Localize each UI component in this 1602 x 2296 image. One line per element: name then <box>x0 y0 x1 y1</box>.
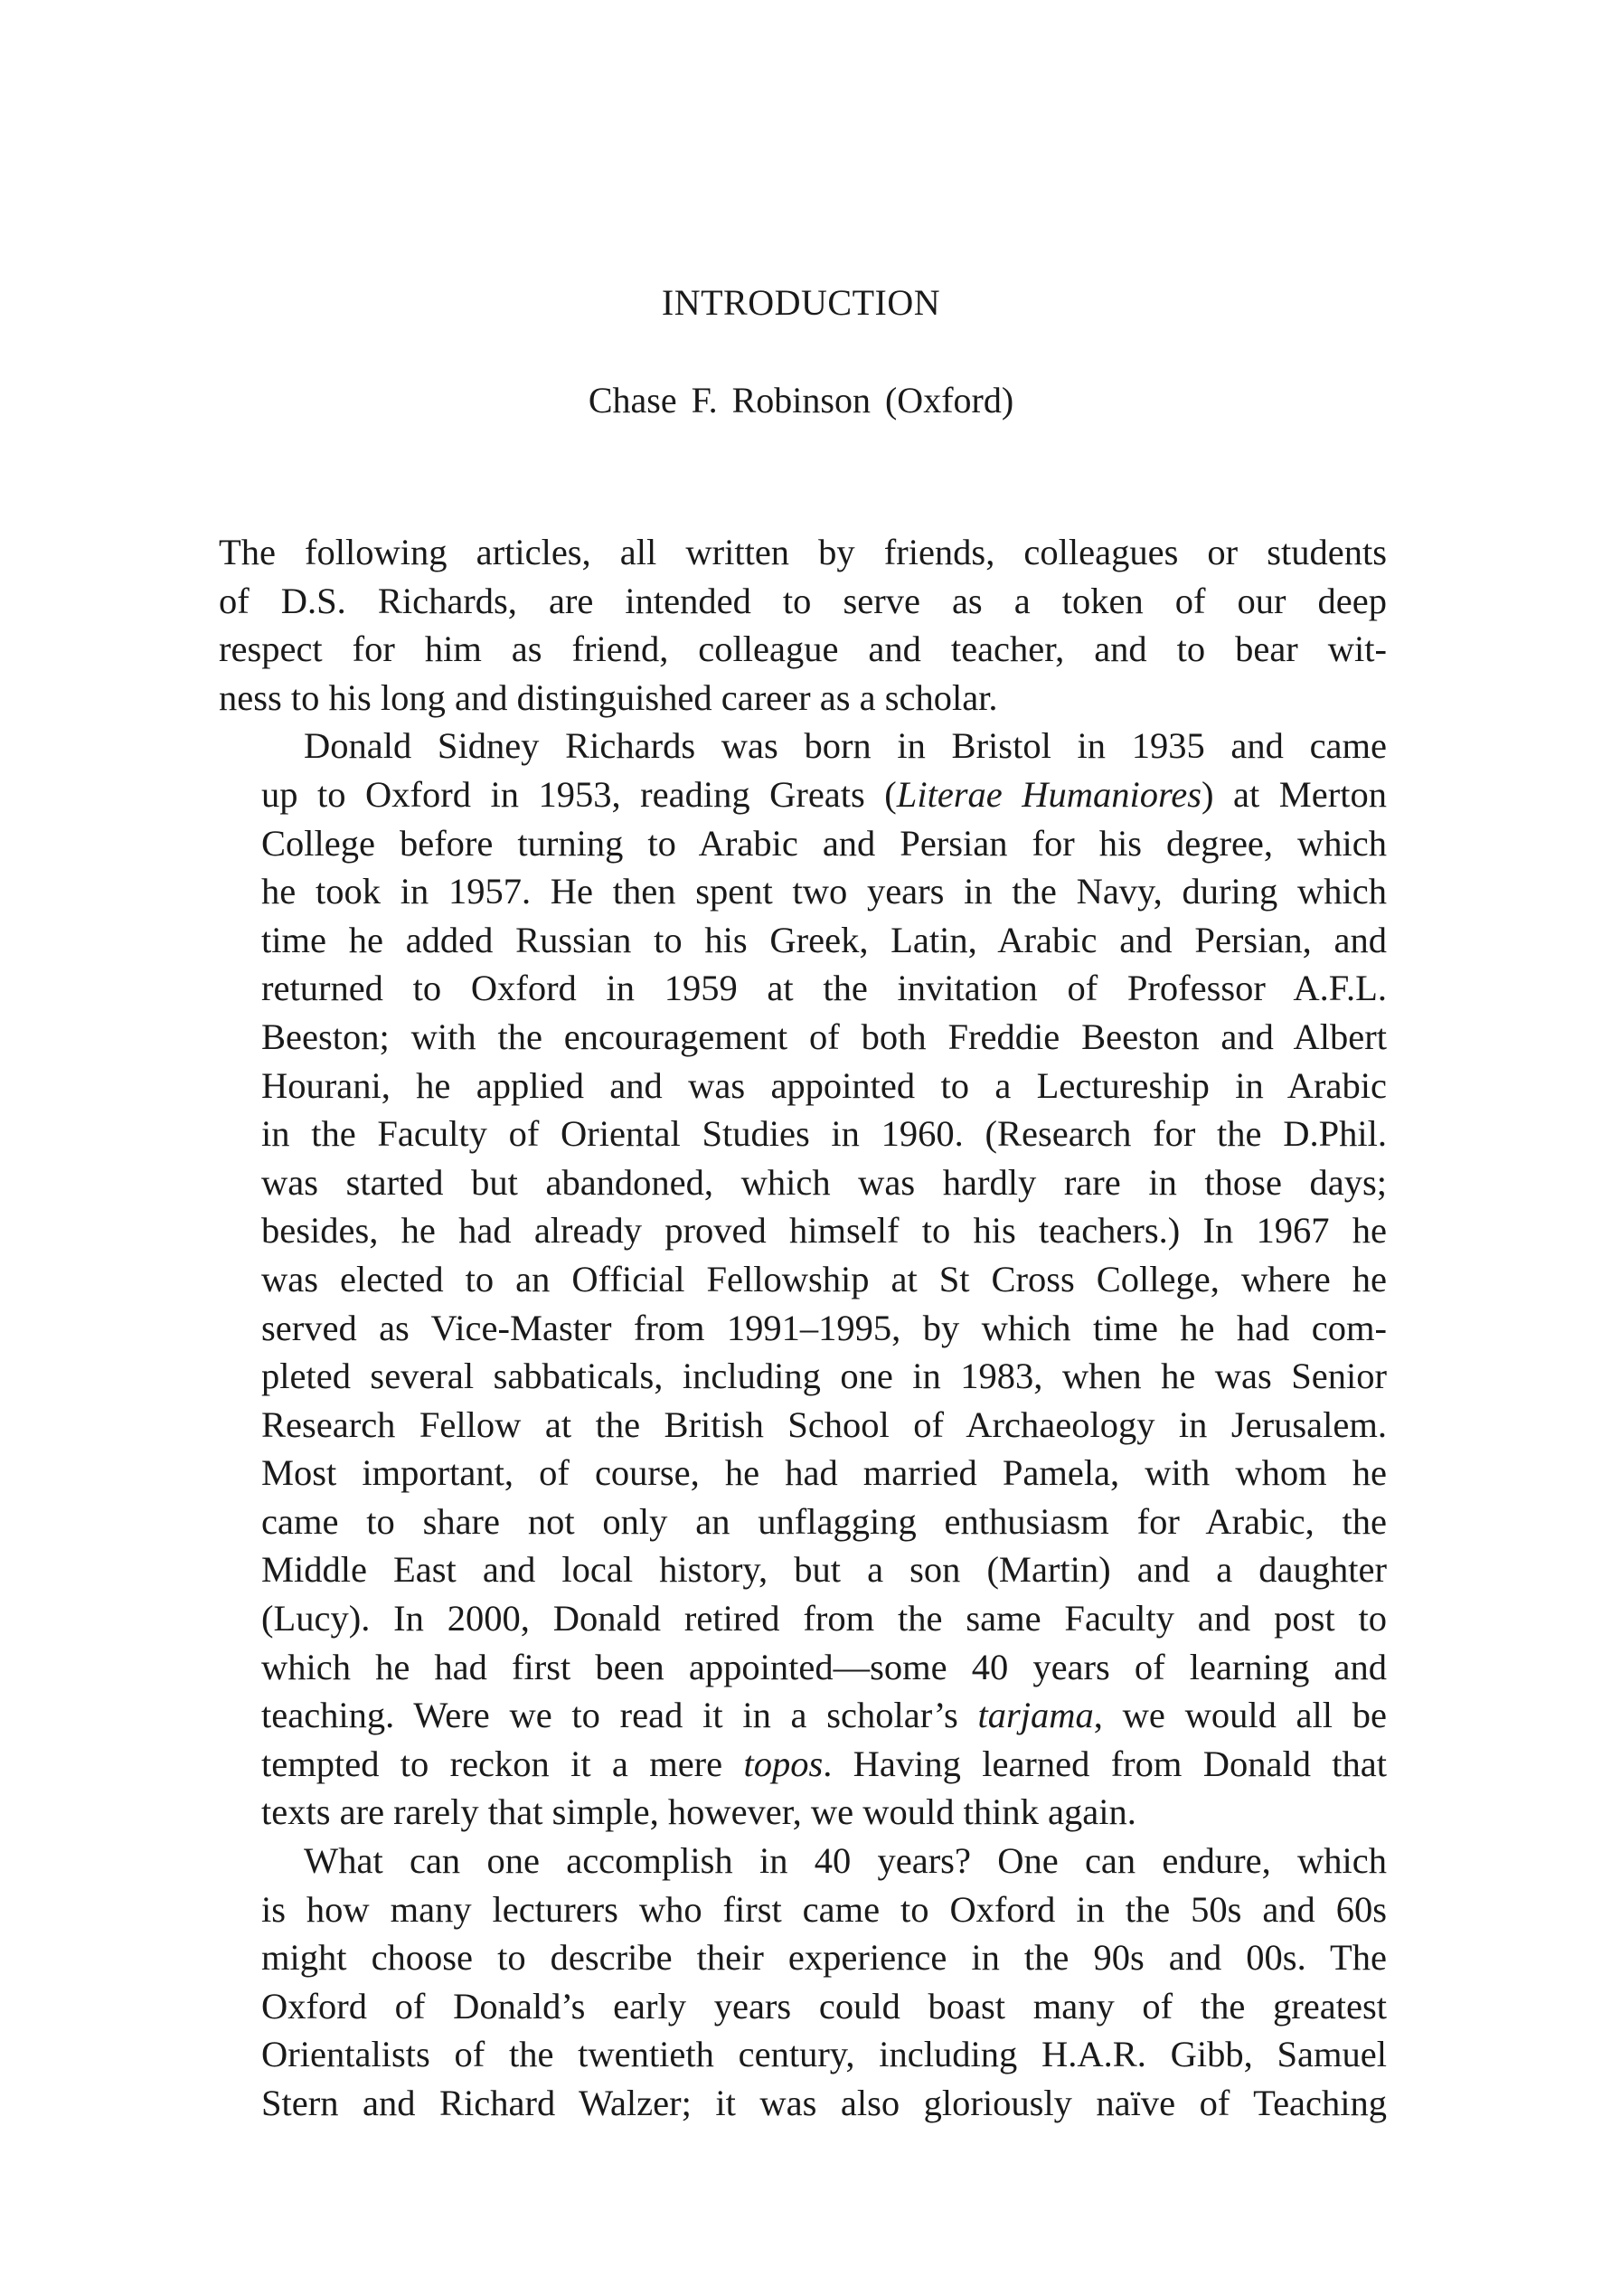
paragraph <box>219 722 1387 1837</box>
text-line: (Lucy). In 2000, Donald retired from the same Faculty and post to <box>261 1598 1387 1639</box>
text-line: time he added Russian to his Greek, Latin, Arabic and Persian, and <box>261 919 1387 960</box>
text-line: of D.S. Richards, are intended to serve as a token of our deep <box>219 580 1387 621</box>
text-line: was started but abandoned, which was hardly rare in those days; <box>261 1161 1387 1203</box>
text-line: What can one accomplish in 40 years? One can endure, which <box>304 1840 1387 1882</box>
italic-term: topos <box>743 1743 824 1784</box>
italic-term: tarjama <box>977 1695 1094 1736</box>
text-line: teaching. Were we to read it in a scholar’s tarjama, we would all be <box>261 1695 1387 1736</box>
body-text <box>219 528 1387 2128</box>
italic-term: Literae Humaniores <box>896 773 1202 815</box>
paragraph <box>219 1837 1387 2128</box>
text-line: in the Faculty of Oriental Studies in 1960. (Research for the D.Phil. <box>261 1113 1387 1155</box>
text-line: The following articles, all written by friends, colleagues or students <box>219 532 1387 572</box>
text-line: texts are rarely that simple, however, we would think again. <box>261 1791 1136 1833</box>
page-title: INTRODUCTION <box>661 282 941 323</box>
text-line: tempted to reckon it a mere topos. Having learned from Donald that <box>261 1743 1388 1784</box>
text-line: came to share not only an unflagging enthusiasm for Arabic, the <box>261 1500 1387 1542</box>
text-line: Research Fellow at the British School of Archaeology in Jerusalem. <box>261 1403 1387 1445</box>
text-line: respect for him as friend, colleague and teacher, and to bear wit- <box>219 628 1387 670</box>
text-line: Most important, of course, he had married Pamela, with whom he <box>261 1452 1387 1494</box>
text-line: Middle East and local history, but a son (Martin) and a daughter <box>261 1549 1387 1591</box>
text-line: up to Oxford in 1953, reading Greats (Literae Humaniores) at Merton <box>261 773 1388 815</box>
text-line: he took in 1957. He then spent two years in the Navy, during which <box>261 871 1387 912</box>
text-line: pleted several sabbaticals, including one in 1983, when he was Senior <box>261 1356 1387 1397</box>
text-line: which he had first been appointed—some 40 years of learning and <box>261 1646 1387 1687</box>
text-line: served as Vice-Master from 1991–1995, by which time he had com- <box>261 1307 1387 1348</box>
text-line: College before turning to Arabic and Persian for his degree, which <box>261 822 1387 864</box>
text-line: returned to Oxford in 1959 at the invitation of Professor A.F.L. <box>261 968 1387 1009</box>
text-line: besides, he had already proved himself to his teachers.) In 1967 he <box>261 1210 1387 1252</box>
paragraph <box>219 528 1387 722</box>
text-line: Orientalists of the twentieth century, including H.A.R. Gibb, Samuel <box>261 2034 1387 2075</box>
text-line: Beeston; with the encouragement of both Freddie Beeston and Albert <box>261 1016 1387 1057</box>
text-line: Hourani, he applied and was appointed to a Lectureship in Arabic <box>261 1064 1387 1106</box>
text-line: is how many lecturers who first came to Oxford in the 50s and 60s <box>261 1888 1387 1930</box>
text-line: might choose to describe their experience in the 90s and 00s. The <box>261 1937 1387 1979</box>
text-line: was elected to an Official Fellowship at St Cross College, where he <box>261 1258 1387 1299</box>
text-line: Stern and Richard Walzer; it was also gloriously naïve of Teaching <box>261 2083 1387 2123</box>
text-line: Donald Sidney Richards was born in Bristol in 1935 and came <box>304 725 1387 767</box>
author-byline: Chase F. Robinson (Oxford) <box>588 380 1014 420</box>
text-line: Oxford of Donald’s early years could boast many of the greatest <box>261 1985 1387 2027</box>
text-line: ness to his long and distinguished career as a scholar. <box>219 676 998 718</box>
